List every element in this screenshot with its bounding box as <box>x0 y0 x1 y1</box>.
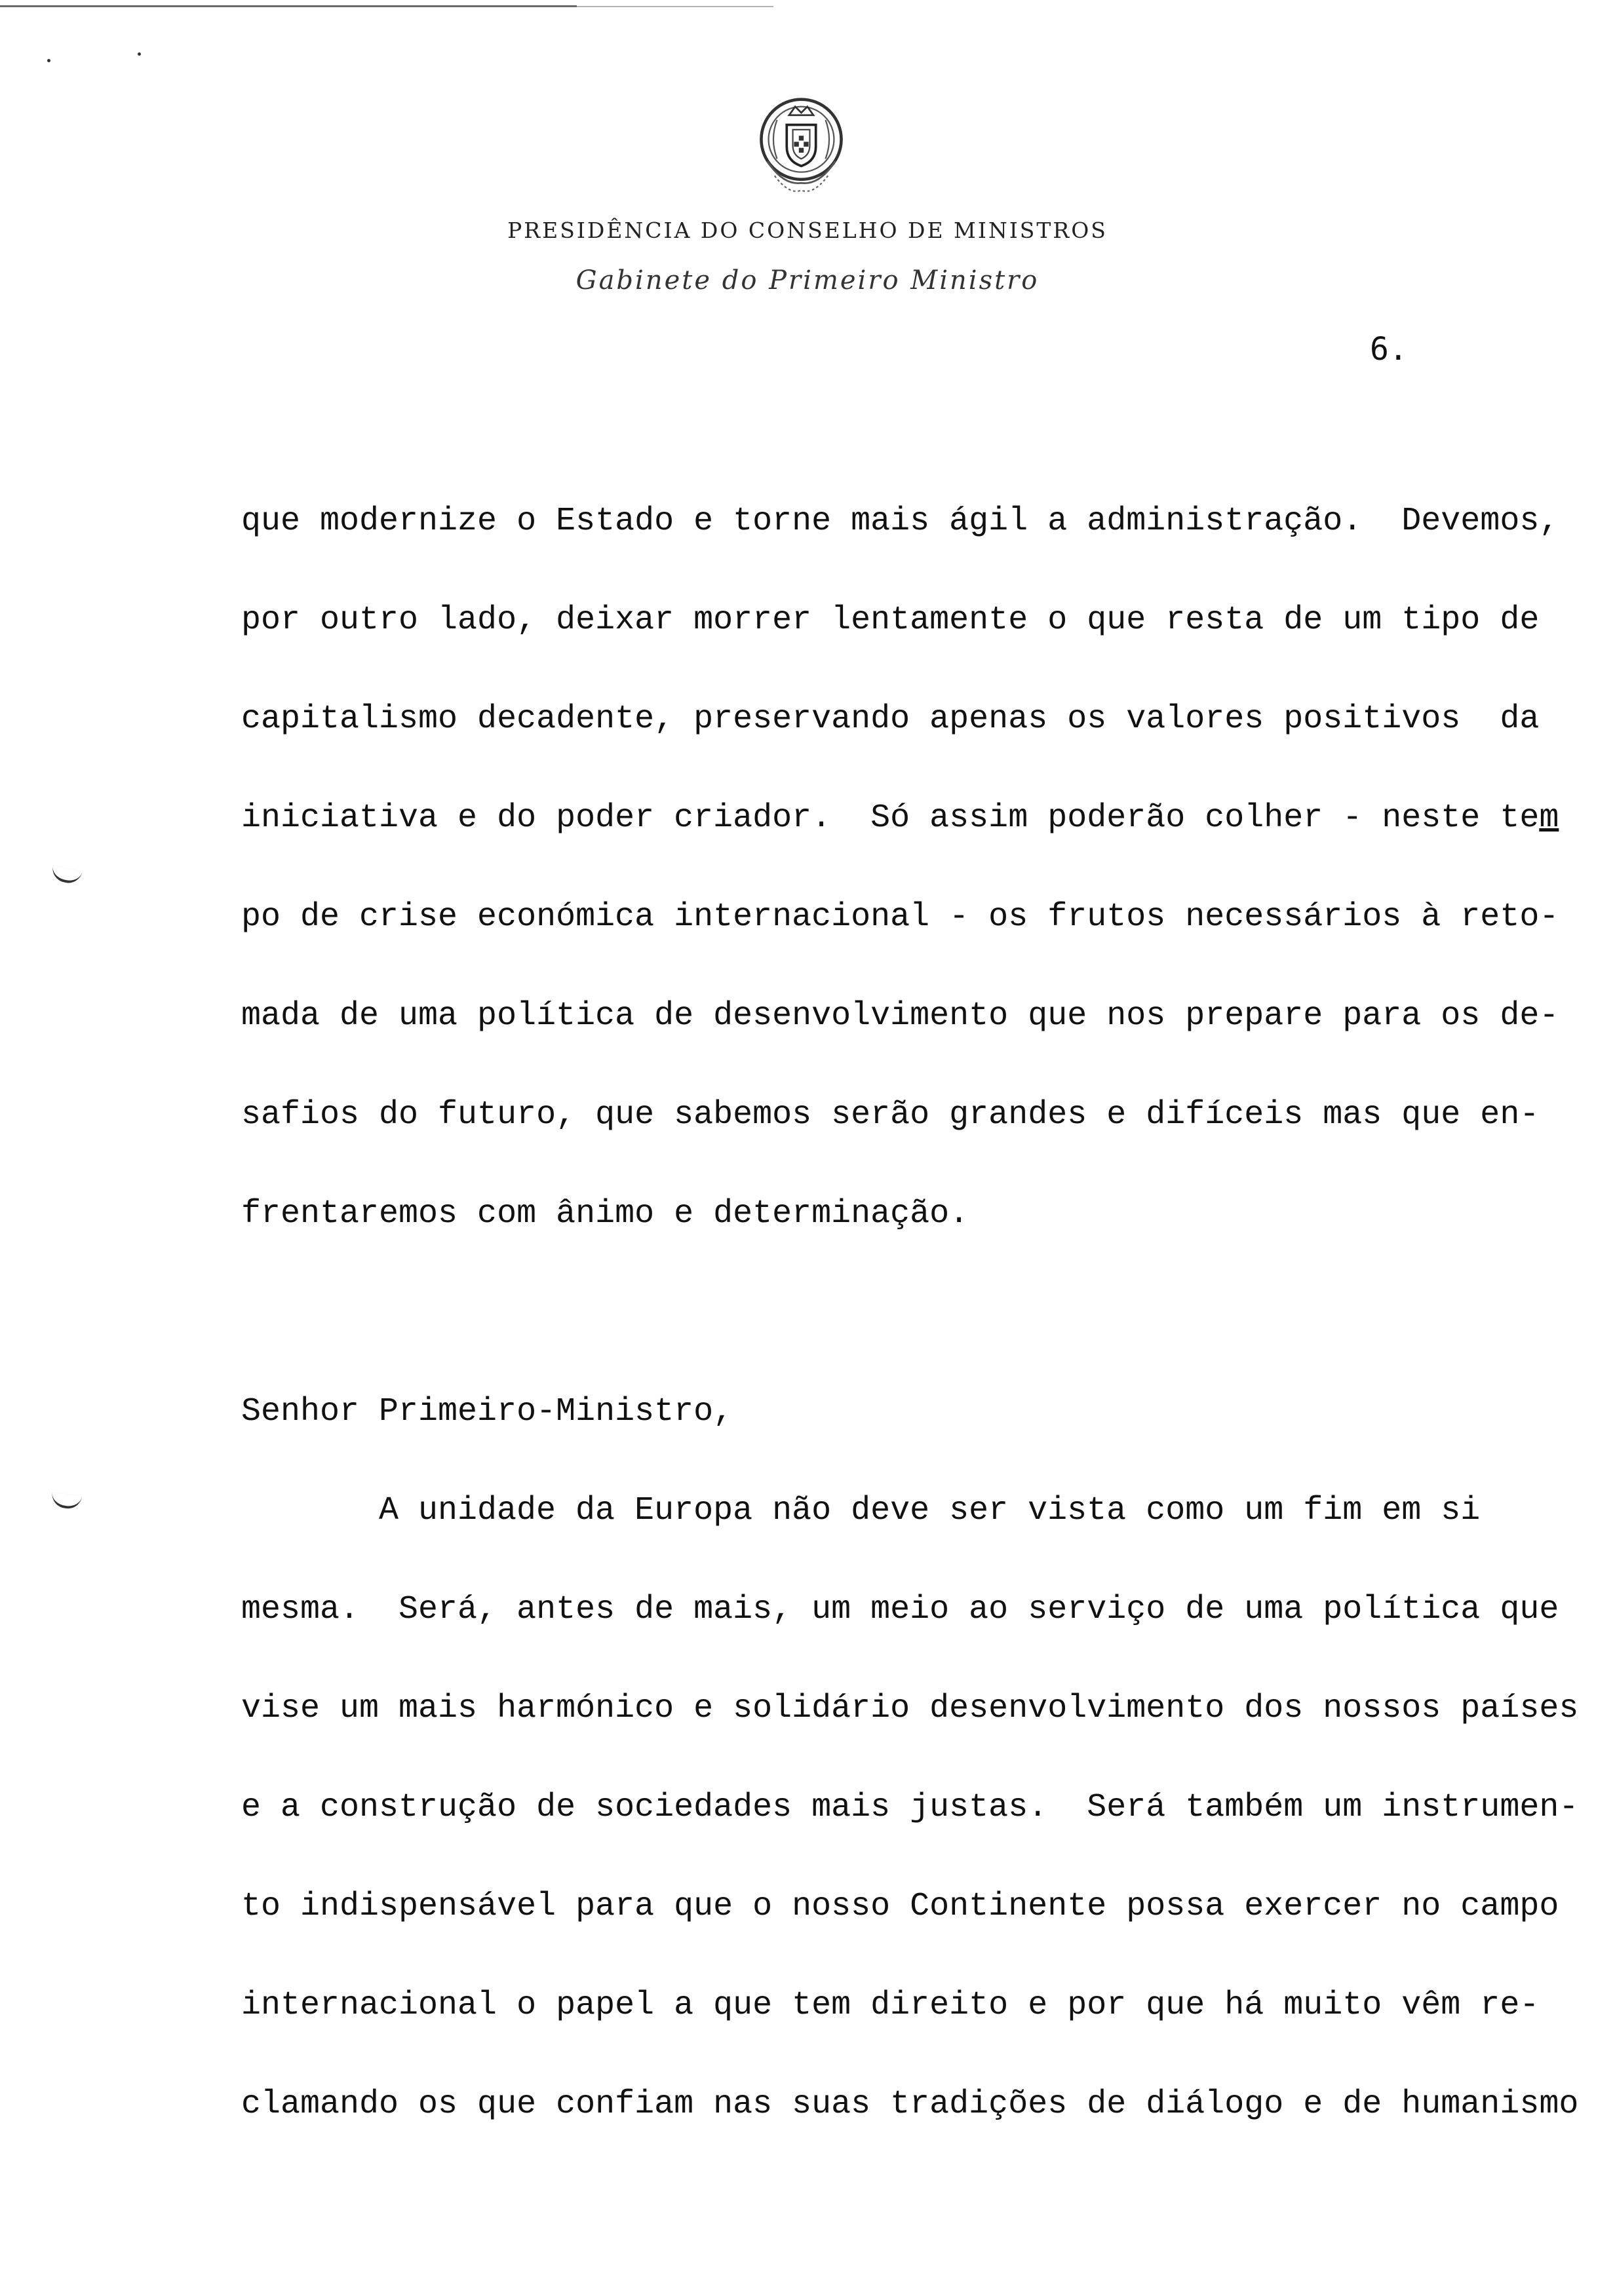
text-line: e a construção de sociedades mais justas. Será também um instrumen- <box>241 1789 1579 1826</box>
paragraph-1 <box>241 472 1591 1263</box>
underlined-hyphen-letter: m <box>1539 799 1559 837</box>
text-line: internacional o papel a que tem direito e por que há muito vêm re- <box>241 1987 1540 2024</box>
top-scan-rule <box>0 5 577 7</box>
paragraph-gap <box>241 1263 1591 1362</box>
text-line: po de crise económica internacional - os frutos necessários à reto- <box>241 898 1559 936</box>
coat-of-arms-seal <box>741 88 862 210</box>
margin-mark <box>50 865 83 885</box>
text-line: clamando os que confiam nas suas tradições de diálogo e de humanismo <box>241 2086 1579 2123</box>
text-line: A unidade da Europa não deve ser vista como um fim em si <box>379 1492 1481 1529</box>
text-line: frentaremos com ânimo e determinação. <box>241 1195 969 1233</box>
text-line: mada de uma política de desenvolvimento que nos prepare para os de- <box>241 997 1559 1035</box>
text-line: capitalismo decadente, preservando apenas os valores positivos da <box>241 700 1540 738</box>
scan-speck <box>138 52 141 56</box>
text-line: por outro lado, deixar morrer lentamente o que resta de um tipo de <box>241 602 1540 639</box>
margin-mark <box>50 1492 83 1510</box>
text-line: mesma. Será, antes de mais, um meio ao serviço de uma política que <box>241 1591 1559 1628</box>
text-line <box>241 769 1591 868</box>
text-line: safios do futuro, que sabemos serão grandes e difíceis mas que en- <box>241 1096 1540 1134</box>
top-scan-rule-faint <box>577 6 773 7</box>
letter-body <box>241 472 1591 2154</box>
office-subtitle: Gabinete do Primeiro Ministro <box>575 265 1040 296</box>
scan-speck <box>47 59 50 62</box>
text-line: vise um mais harmónico e solidário desenvolvimento dos nossos países <box>241 1690 1579 1727</box>
text-line: que modernize o Estado e torne mais ágil a administração. Devemos, <box>241 503 1559 540</box>
salutation: Senhor Primeiro-Ministro, <box>241 1393 733 1430</box>
page-number: 6. <box>1370 331 1408 368</box>
organization-title: PRESIDÊNCIA DO CONSELHO DE MINISTROS <box>507 218 1108 243</box>
text-line-main: iniciativa e do poder criador. Só assim poderão colher - neste te <box>241 799 1540 837</box>
paragraph-2 <box>241 1461 1591 2154</box>
text-line: to indispensável para que o nosso Continente possa exercer no campo <box>241 1888 1559 1925</box>
